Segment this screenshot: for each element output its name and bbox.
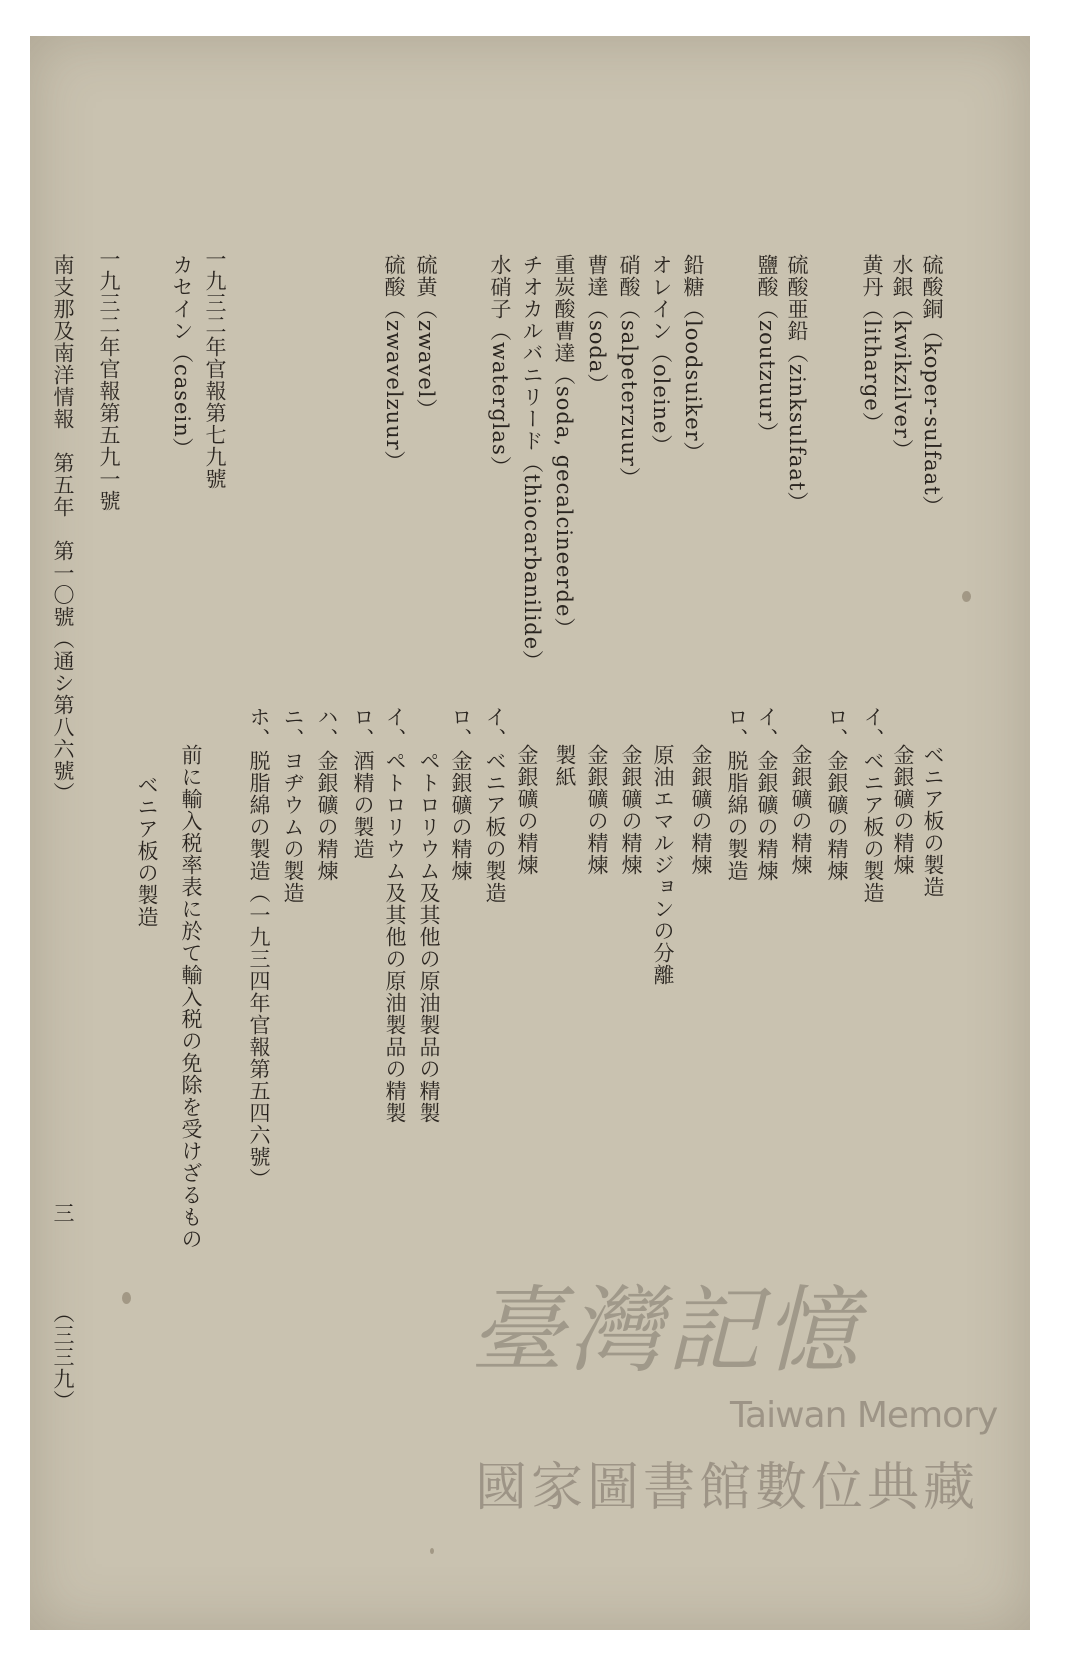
- item-zinc-sulfate: 硫酸亜鉛（zinksulfaat）: [785, 254, 809, 514]
- use-crude-emulsion: 原油エマルジョンの分離: [651, 744, 675, 986]
- gazette-reference-79: 一九三二年官報第七九號: [203, 248, 227, 490]
- use-ho-cotton: ホ、脱脂綿の製造（一九三四年官報第五四六號）: [247, 706, 271, 1190]
- item-sulfur: 硫黄（zwavel）: [414, 254, 438, 421]
- use-i-gold-silver: イ、金銀礦の精煉: [755, 706, 779, 882]
- use-i-veneer: イ、ベニア板の製造: [861, 706, 885, 904]
- total-page-number: （三三九）: [51, 1302, 75, 1412]
- page-paper: [30, 36, 1030, 1630]
- watermark-english: Taiwan Memory: [730, 1395, 998, 1436]
- use-veneer-final: ベニア板の製造: [135, 774, 159, 928]
- item-oleine: オレイン（oleine）: [649, 254, 673, 457]
- paper-spot: [962, 591, 971, 602]
- item-litharge: 黄丹（litharge）: [860, 254, 884, 434]
- use-gold-silver-6: 金銀礦の精煉: [515, 744, 539, 876]
- use-gold-silver-5: 金銀礦の精煉: [585, 744, 609, 876]
- item-soda: 曹達（soda）: [585, 254, 609, 396]
- use-paper-making: 製紙: [553, 744, 577, 788]
- item-mercury: 水銀（kwikzilver）: [890, 254, 914, 461]
- item-waterglass: 水硝子（waterglas）: [488, 254, 512, 478]
- item-sulfuric-acid: 硫酸（zwavelzuur）: [382, 254, 406, 473]
- item-hydrochloric-acid: 鹽酸（zoutzuur）: [755, 254, 779, 444]
- paper-spot: [122, 1292, 131, 1304]
- item-nitric-acid: 硝酸（salpeterzuur）: [617, 254, 641, 489]
- watermark-logo-script: 臺灣記憶: [470, 1277, 863, 1386]
- note-previous-exemption: 前に輸入税率表に於て輸入税の免除を受けざるもの: [179, 744, 203, 1250]
- use-gold-silver-2: 金銀礦の精煉: [789, 744, 813, 876]
- use-ro-gold-silver: ロ、金銀礦の精煉: [825, 706, 849, 882]
- item-copper-sulfate: 硫酸銅（koper-sulfaat）: [920, 254, 944, 518]
- item-soda-calcined: 重炭酸曹達（soda, gecalcineerde）: [552, 254, 576, 640]
- gazette-reference-591: 一九三二年官報第五九一號: [97, 248, 121, 512]
- page-number: 三: [51, 1202, 75, 1224]
- use-ro-alcohol: ロ、酒精の製造: [351, 706, 375, 860]
- item-thiocarbanilide: チオカルバニリード（thiocarbanilide）: [520, 254, 544, 673]
- watermark-chinese: 國家圖書館數位典藏: [475, 1458, 980, 1518]
- use-gold-silver-3: 金銀礦の精煉: [689, 744, 713, 876]
- use-ha-gold-silver: ハ、金銀礦の精煉: [315, 706, 339, 882]
- use-ro-cotton: ロ、脱脂綿の製造: [725, 706, 749, 882]
- item-casein: カセイン（casein）: [170, 254, 194, 460]
- use-petroleum: ペトロリウム及其他の原油製品の精製: [417, 750, 441, 1124]
- use-gold-silver: 金銀礦の精煉: [891, 744, 915, 876]
- paper-spot: [430, 1548, 434, 1554]
- use-i-veneer-2: イ、ベニア板の製造: [483, 706, 507, 904]
- journal-header: 南支那及南洋情報 第五年 第一〇號（通シ第八六號）: [51, 254, 75, 804]
- use-ro-gold-silver-2: ロ、金銀礦の精煉: [449, 706, 473, 882]
- item-lead-sugar: 鉛糖（loodsuiker）: [681, 254, 705, 464]
- use-gold-silver-4: 金銀礦の精煉: [619, 744, 643, 876]
- use-veneer: ベニア板の製造: [921, 744, 945, 898]
- use-ni-iodine: ニ、ヨヂウムの製造: [281, 706, 305, 904]
- use-i-petroleum: イ、ペトロリウム及其他の原油製品の精製: [383, 706, 407, 1124]
